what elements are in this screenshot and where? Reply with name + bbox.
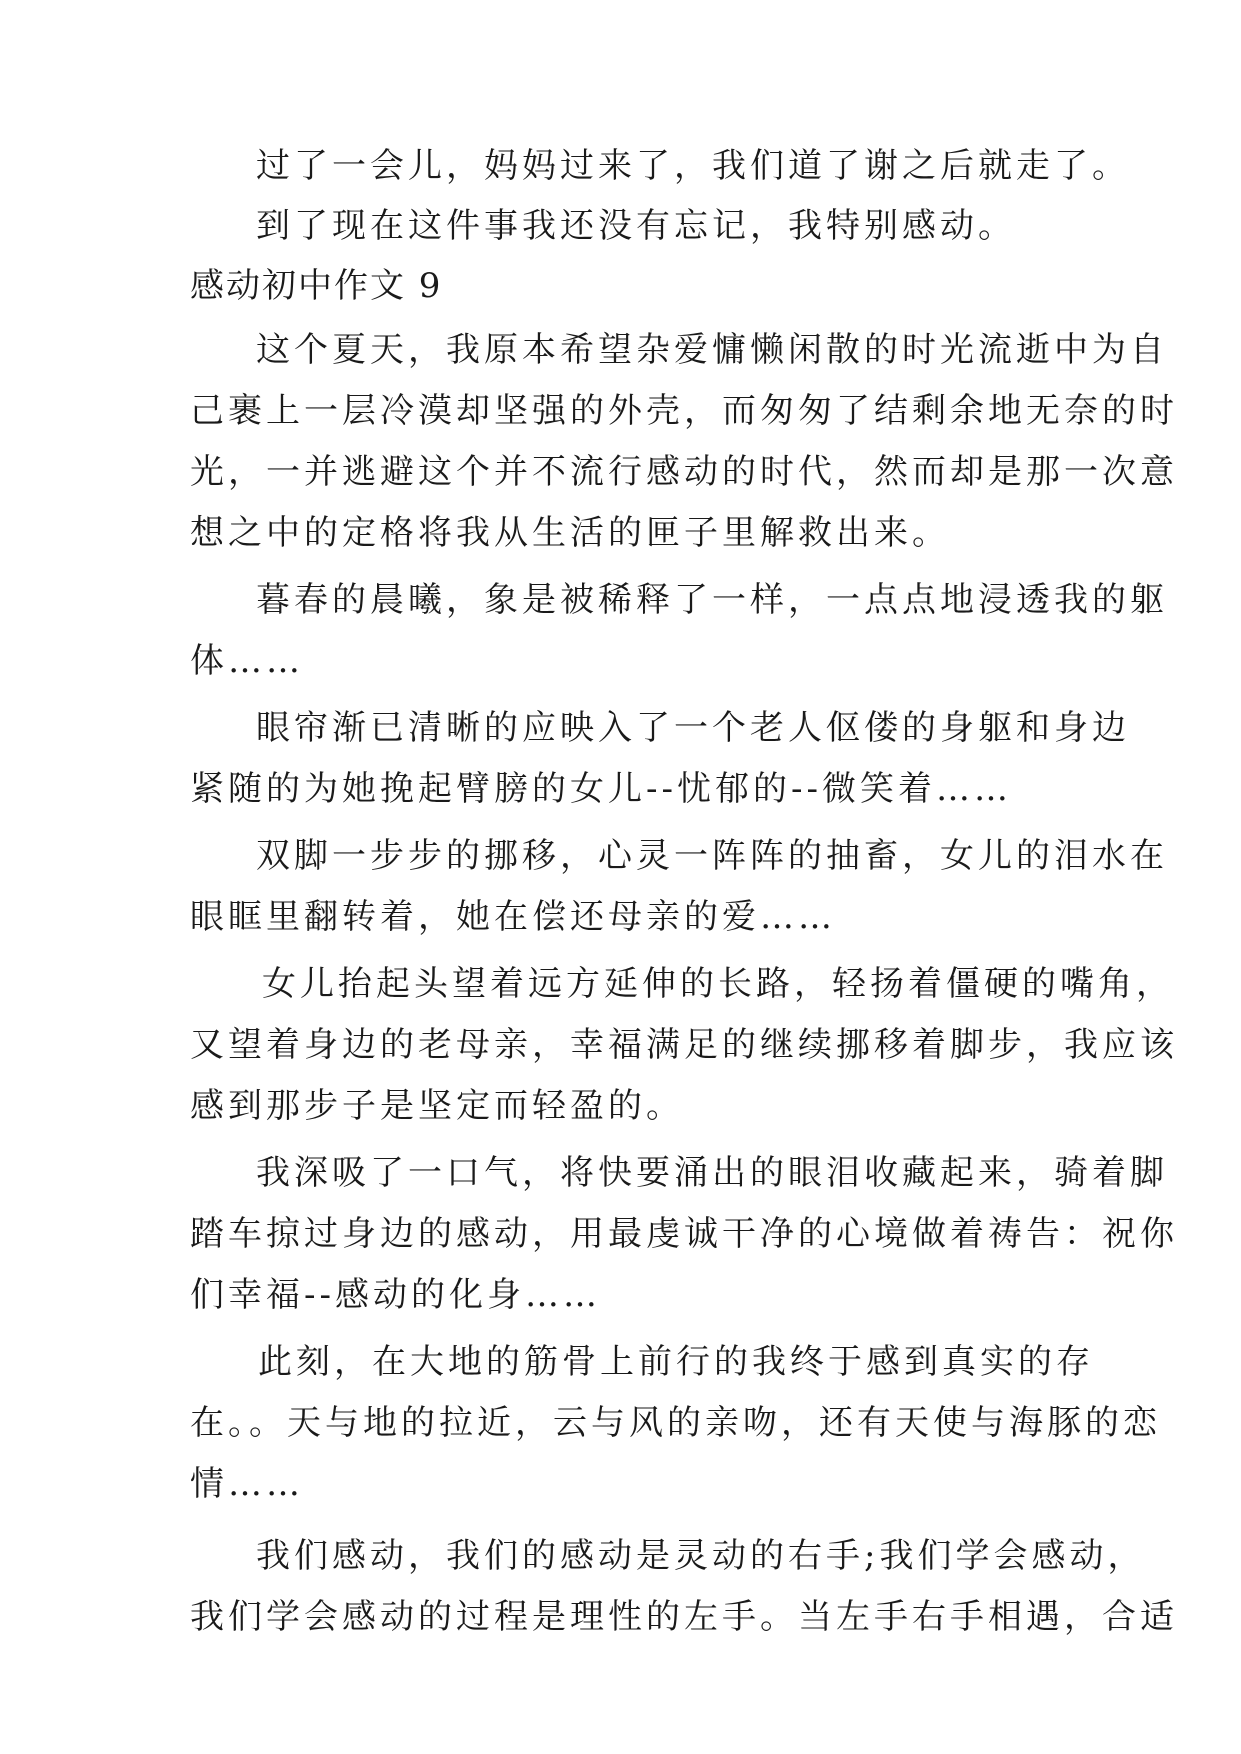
section-heading: 感动初中作文 9 xyxy=(190,266,443,306)
paragraph-line: 又望着身边的老母亲，幸福满足的继续挪移着脚步，我应该 xyxy=(190,1025,1178,1065)
paragraph-line: 踏车掠过身边的感动，用最虔诚干净的心境做着祷告：祝你 xyxy=(190,1214,1178,1254)
paragraph-line: 到了现在这件事我还没有忘记，我特别感动。 xyxy=(256,206,1016,246)
paragraph-line: 光，一并逃避这个并不流行感动的时代，然而却是那一次意 xyxy=(190,452,1178,492)
paragraph-line: 紧随的为她挽起臂膀的女儿--忧郁的--微笑着…… xyxy=(190,769,1012,809)
paragraph-line: 眼眶里翻转着，她在偿还母亲的爱…… xyxy=(190,897,836,937)
paragraph-line: 我深吸了一口气，将快要涌出的眼泪收藏起来，骑着脚 xyxy=(256,1153,1168,1193)
paragraph-line: 双脚一步步的挪移，心灵一阵阵的抽畜，女儿的泪水在 xyxy=(256,836,1168,876)
paragraph-line: 眼帘渐已清晰的应映入了一个老人伛偻的身躯和身边 xyxy=(256,708,1130,748)
paragraph-line: 己裹上一层冷漠却坚强的外壳，而匆匆了结剩余地无奈的时 xyxy=(190,391,1178,431)
paragraph-line: 这个夏天，我原本希望杂爱慵懒闲散的时光流逝中为自 xyxy=(256,330,1168,370)
paragraph-line: 感到那步子是坚定而轻盈的。 xyxy=(190,1086,684,1126)
paragraph-line: 们幸福--感动的化身…… xyxy=(190,1275,601,1315)
paragraph-line: 过了一会儿，妈妈过来了，我们道了谢之后就走了。 xyxy=(256,146,1130,186)
paragraph-line: 我们感动，我们的感动是灵动的右手;我们学会感动， xyxy=(256,1536,1146,1576)
paragraph-line: 暮春的晨曦，象是被稀释了一样，一点点地浸透我的躯 xyxy=(256,580,1168,620)
paragraph-line: 体…… xyxy=(190,641,304,681)
paragraph-line: 女儿抬起头望着远方延伸的长路，轻扬着僵硬的嘴角， xyxy=(262,964,1174,1004)
paragraph-line: 想之中的定格将我从生活的匣子里解救出来。 xyxy=(190,513,950,553)
paragraph-line: 我们学会感动的过程是理性的左手。当左手右手相遇，合适 xyxy=(190,1597,1178,1637)
paragraph-line: 在。。天与地的拉近，云与风的亲吻，还有天使与海豚的恋 xyxy=(190,1403,1161,1443)
paragraph-line: 此刻，在大地的筋骨上前行的我终于感到真实的存 xyxy=(258,1342,1094,1382)
paragraph-line: 情…… xyxy=(190,1464,304,1504)
